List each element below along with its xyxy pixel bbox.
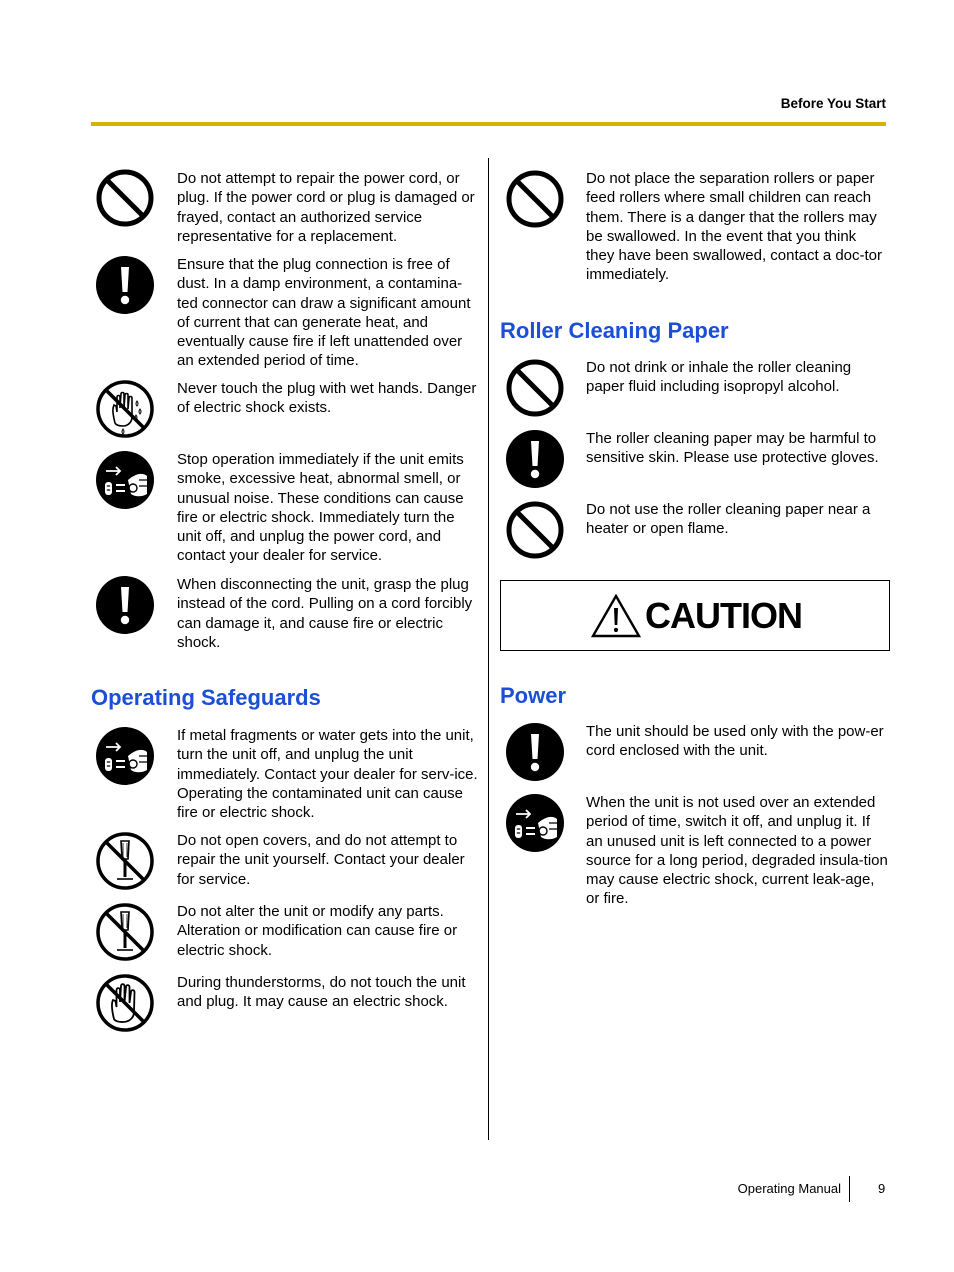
warning-text: During thunderstorms, do not touch the unit and plug. It may cause an electric shock. bbox=[177, 974, 466, 1011]
mandatory-action-icon bbox=[505, 722, 565, 782]
warning-text: Stop operation immediately if the unit emits smoke, excessive heat, abnormal smell, or unusual noise. These conditions can cause fire or electric shock. Immediately turn the unit off, and unplug the power cord, and contact your dealer for service. bbox=[177, 451, 464, 565]
no-disassembly-icon bbox=[95, 831, 155, 891]
warning-text: Do not use the roller cleaning paper near a heater or open flame. bbox=[586, 501, 871, 538]
prohibition-icon bbox=[505, 358, 565, 418]
prohibition-icon bbox=[505, 169, 565, 229]
warning-text: The roller cleaning paper may be harmful to sensitive skin. Please use protective gloves. bbox=[586, 430, 879, 467]
mandatory-action-icon bbox=[95, 575, 155, 635]
unplug-icon bbox=[95, 450, 155, 510]
header-section-title: Before You Start bbox=[780, 96, 886, 111]
caution-banner bbox=[500, 580, 890, 651]
prohibition-icon bbox=[505, 500, 565, 560]
warning-text: When disconnecting the unit, grasp the plug instead of the cord. Pulling on a cord forcibly can damage it, and cause fire or electric shock. bbox=[177, 576, 473, 651]
page-number: 9 bbox=[878, 1181, 886, 1196]
warning-text: Ensure that the plug connection is free of dust. In a damp environment, a contamina-ted connector can draw a significant amount of current that can generate heat, and eventually cause fire if left unattended over an extended period of time. bbox=[177, 256, 471, 370]
no-touch-icon bbox=[95, 973, 155, 1033]
header-rule bbox=[91, 122, 886, 126]
column-divider bbox=[488, 158, 489, 1140]
unplug-icon bbox=[95, 726, 155, 786]
warning-text: Do not alter the unit or modify any parts. Alteration or modification can cause fire or electric shock. bbox=[177, 903, 458, 959]
caution-label: CAUTION bbox=[645, 595, 802, 636]
warning-text: Do not place the separation rollers or paper feed rollers where small children can reach them. There is a danger that the rollers may be swallowed. In the event that you think they have been swallowed, contact a doc-tor immediately. bbox=[586, 170, 883, 284]
warning-text: The unit should be used only with the pow-er cord enclosed with the unit. bbox=[586, 723, 884, 760]
warning-text: Never touch the plug with wet hands. Danger of electric shock exists. bbox=[177, 380, 477, 417]
footer-divider bbox=[849, 1176, 850, 1202]
warning-text: Do not drink or inhale the roller cleaning paper fluid including isopropyl alcohol. bbox=[586, 359, 852, 396]
warning-text: Do not attempt to repair the power cord, or plug. If the power cord or plug is damaged or frayed, contact an authorized service representative for a replacement. bbox=[177, 170, 475, 245]
warning-text: If metal fragments or water gets into the unit, turn the unit off, and unplug the unit immediately. Contact your dealer for serv-ice. Operating the contaminated unit can cause fire or electric shock. bbox=[177, 727, 478, 822]
mandatory-action-icon bbox=[505, 429, 565, 489]
no-disassembly-icon bbox=[95, 902, 155, 962]
warning-triangle-icon bbox=[591, 594, 641, 638]
warning-text: When the unit is not used over an extended period of time, switch it off, and unplug it. If an unused unit is left connected to a power source for a long period, degraded insula-tion may cause electric shock, current leak-age, or fire. bbox=[586, 794, 888, 908]
unplug-icon bbox=[505, 793, 565, 853]
heading-power: Power bbox=[500, 683, 567, 708]
mandatory-action-icon bbox=[95, 255, 155, 315]
prohibition-icon bbox=[95, 168, 155, 228]
warning-text: Do not open covers, and do not attempt to repair the unit yourself. Contact your dealer for service. bbox=[177, 832, 465, 888]
footer-doc-name: Operating Manual bbox=[737, 1181, 841, 1196]
heading-roller-cleaning-paper: Roller Cleaning Paper bbox=[500, 318, 729, 343]
heading-operating-safeguards: Operating Safeguards bbox=[91, 685, 321, 710]
no-wet-hands-icon bbox=[95, 379, 155, 439]
